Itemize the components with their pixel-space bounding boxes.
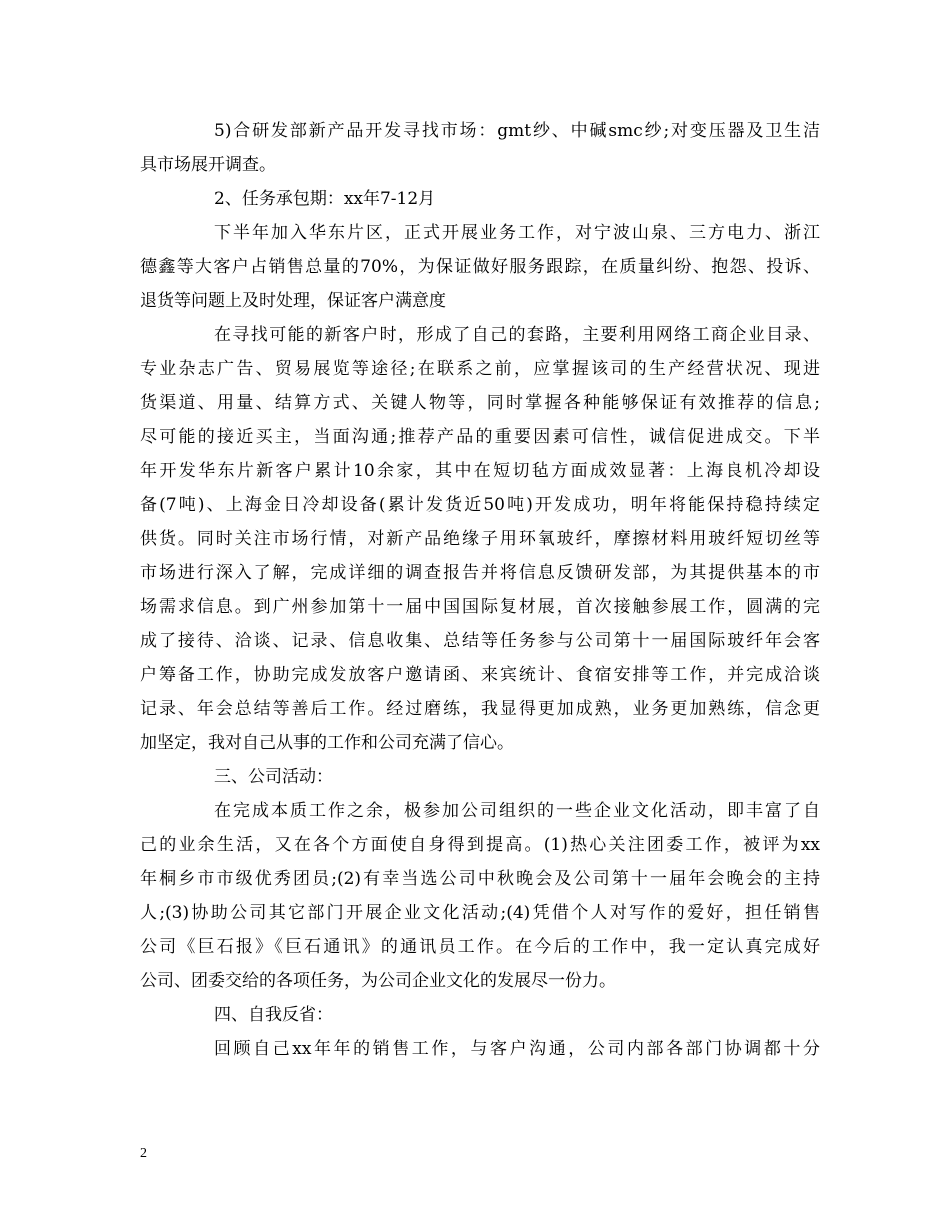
- text-line: 人;(3)协助公司其它部门开展企业文化活动;(4)凭借个人对写作的爱好，担任销售: [140, 903, 820, 923]
- text-line: 公司、团委交给的各项任务，为公司企业文化的发展尽一份力。: [140, 971, 616, 991]
- page-number: 2: [140, 1146, 147, 1161]
- text-line: 在完成本质工作之余，极参加公司组织的一些企业文化活动，即丰富了自: [214, 801, 820, 821]
- text-line: 户筹备工作，协助完成发放客户邀请函、来宾统计、食宿安排等工作，并完成洽谈: [140, 665, 820, 685]
- text-line: 三、公司活动：: [214, 767, 333, 787]
- text-line: 备(7吨)、上海金日冷却设备(累计发货近50吨)开发成功，明年将能保持稳持续定: [140, 495, 820, 515]
- text-line: 供货。同时关注市场行情，对新产品绝缘子用环氧玻纤，摩擦材料用玻纤短切丝等: [140, 529, 820, 549]
- text-line: 下半年加入华东片区，正式开展业务工作，对宁波山泉、三方电力、浙江: [214, 223, 820, 243]
- text-line: 公司《巨石报》《巨石通讯》的通讯员工作。在今后的工作中，我一定认真完成好: [140, 937, 820, 957]
- text-line: 退货等问题上及时处理，保证客户满意度: [140, 291, 446, 311]
- text-line: 四、自我反省：: [214, 1005, 333, 1025]
- text-line: 年桐乡市市级优秀团员;(2)有幸当选公司中秋晚会及公司第十一届年会晚会的主持: [140, 869, 820, 889]
- text-line: 成了接待、洽谈、记录、信息收集、总结等任务参与公司第十一届国际玻纤年会客: [140, 631, 820, 651]
- text-line: 尽可能的接近买主，当面沟通;推荐产品的重要因素可信性，诚信促进成交。下半: [140, 427, 820, 447]
- text-line: 年开发华东片新客户累计10余家，其中在短切毡方面成效显著：上海良机冷却设: [140, 461, 820, 481]
- text-line: 专业杂志广告、贸易展览等途径;在联系之前，应掌握该司的生产经营状况、现进: [140, 359, 820, 379]
- text-line: 市场进行深入了解，完成详细的调查报告并将信息反馈研发部，为其提供基本的市: [140, 563, 820, 583]
- document-body: [140, 114, 820, 1066]
- text-line: 场需求信息。到广州参加第十一届中国国际复材展，首次接触参展工作，圆满的完: [140, 597, 820, 617]
- text-line: 回顾自己xx年年的销售工作，与客户沟通，公司内部各部门协调都十分: [214, 1039, 820, 1059]
- text-line: 己的业余生活，又在各个方面使自身得到提高。(1)热心关注团委工作，被评为xx: [140, 835, 820, 855]
- text-line: 具市场展开调查。: [140, 155, 276, 175]
- text-line: 2、任务承包期：xx年7-12月: [214, 189, 436, 209]
- text-line: 记录、年会总结等善后工作。经过磨练，我显得更加成熟，业务更加熟练，信念更: [140, 699, 820, 719]
- text-line: 加坚定，我对自己从事的工作和公司充满了信心。: [140, 733, 514, 753]
- text-line: 货渠道、用量、结算方式、关键人物等，同时掌握各种能够保证有效推荐的信息;: [140, 393, 820, 413]
- text-line: 德鑫等大客户占销售总量的70%，为保证做好服务跟踪，在质量纠纷、抱怨、投诉、: [140, 257, 820, 277]
- text-line: 5)合研发部新产品开发寻找市场：gmt纱、中碱smc纱;对变压器及卫生洁: [214, 121, 820, 141]
- text-line: 在寻找可能的新客户时，形成了自己的套路，主要利用网络工商企业目录、: [214, 325, 820, 345]
